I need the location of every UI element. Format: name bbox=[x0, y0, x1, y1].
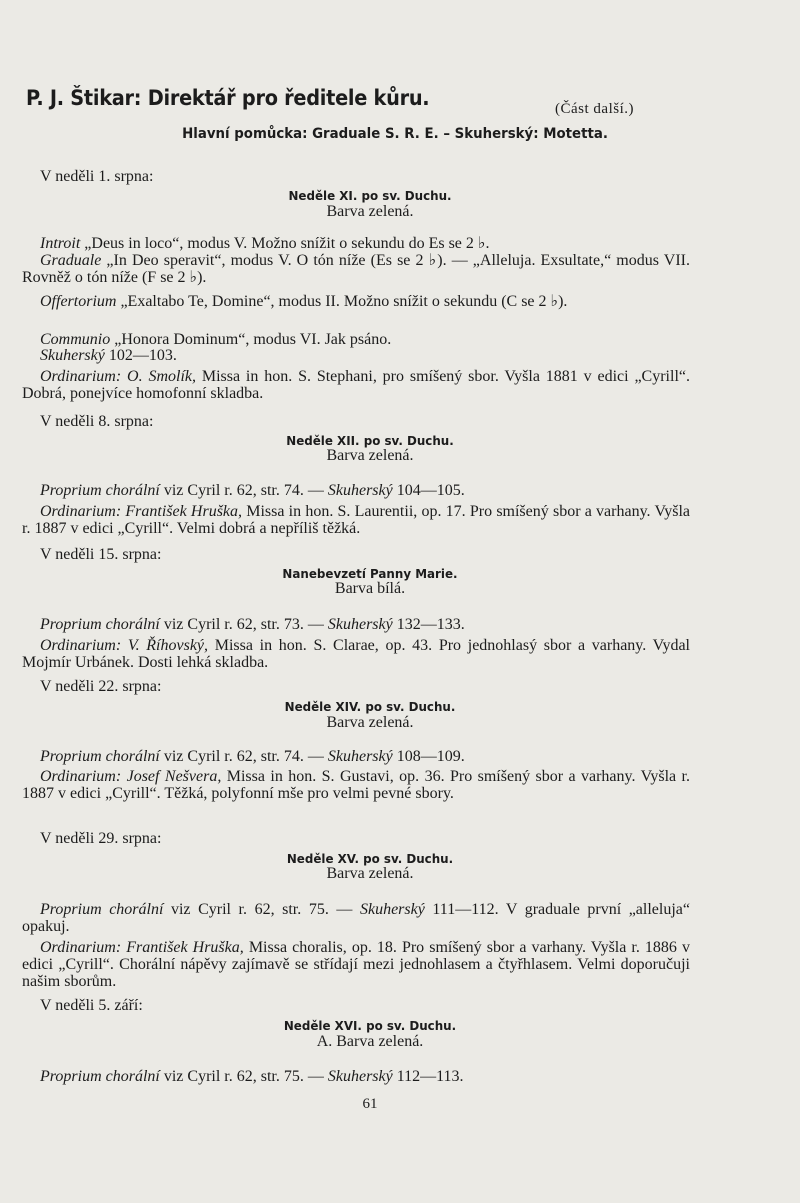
italic-term: Ordinarium: V. Říhovský, bbox=[40, 637, 209, 654]
liturgical-color: Barva zelená. bbox=[326, 865, 414, 882]
article-subtitle: Hlavní pomůcka: Graduale S. R. E. – Skuherský: Motetta. bbox=[182, 126, 608, 142]
italic-term: Skuherský bbox=[40, 347, 105, 364]
sunday-date: V neděli 5. září: bbox=[40, 997, 143, 1014]
italic-term: Offertorium bbox=[40, 293, 117, 310]
sunday-date: V neděli 22. srpna: bbox=[40, 678, 162, 695]
text-run: „Honora Dominum“, modus VI. Jak psáno. bbox=[110, 331, 392, 348]
text-run: „Exaltabo Te, Domine“, modus II. Možno snížit o sekundu (C se 2 ♭). bbox=[116, 293, 568, 310]
paragraph bbox=[22, 1068, 690, 1085]
sunday-date: V neděli 1. srpna: bbox=[40, 168, 154, 185]
sunday-date: V neděli 15. srpna: bbox=[40, 546, 162, 563]
paragraph bbox=[22, 252, 690, 286]
text-run: Missa in hon. S. Gustavi, op. 36. Pro smíšený sbor a varhany. Vyšla r. 1887 v edici „Cyrill“. Těžká, polyfonní mše pro velmi pevné sbory. bbox=[22, 768, 690, 802]
page-number: 61 bbox=[362, 1096, 378, 1112]
paragraph bbox=[22, 482, 690, 499]
text-run: 132—133. bbox=[392, 616, 465, 633]
paragraph bbox=[22, 503, 690, 537]
italic-term: Ordinarium: František Hruška, bbox=[40, 503, 243, 520]
paragraph bbox=[22, 616, 690, 633]
liturgical-color: Barva zelená. bbox=[326, 714, 414, 731]
sunday-date: V neděli 29. srpna: bbox=[40, 830, 162, 847]
text-run: 112—113. bbox=[392, 1068, 464, 1085]
italic-term: Skuherský bbox=[327, 616, 393, 633]
liturgical-color: Barva zelená. bbox=[326, 447, 414, 464]
feast-heading: Neděle XVI. po sv. Duchu. bbox=[283, 1018, 457, 1033]
text-run: 104—105. bbox=[392, 482, 465, 499]
text-run: Missa in hon. S. Laurentii, op. 17. Pro smíšený sbor a varhany. Vyšla r. 1887 v edici „Cyrill“. Velmi dobrá a nepříliš těžká. bbox=[22, 503, 690, 537]
text-run: 102—103. bbox=[104, 347, 177, 364]
paragraph bbox=[22, 939, 690, 990]
italic-term: Skuherský bbox=[327, 1068, 393, 1085]
paragraph bbox=[22, 768, 690, 802]
italic-term: Skuherský bbox=[327, 748, 393, 765]
paragraph bbox=[22, 368, 690, 402]
italic-term: Proprium chorální bbox=[40, 482, 160, 499]
feast-heading: Neděle XIV. po sv. Duchu. bbox=[284, 699, 456, 714]
paragraph bbox=[22, 347, 690, 364]
text-run: viz Cyril r. 62, str. 74. — bbox=[159, 482, 328, 499]
sunday-date: V neděli 8. srpna: bbox=[40, 413, 154, 430]
liturgical-color: Barva bílá. bbox=[334, 580, 406, 597]
text-run: 111—112. V graduale první „alleluja“ opakuj. bbox=[22, 901, 690, 935]
text-run: „Deus in loco“, modus V. Možno snížit o sekundu do Es se 2 ♭. bbox=[80, 235, 490, 252]
paragraph bbox=[22, 293, 690, 310]
text-run: Missa choralis, op. 18. Pro smíšený sbor a varhany. Vyšla r. 1886 v edici „Cyrill“. Chorální nápěvy zajímavě se střídají mezi jednohlasem a čtyřhlasem. Velmi doporučuji našim sborům. bbox=[22, 939, 690, 990]
italic-term: Communio bbox=[40, 331, 111, 348]
feast-heading: Neděle XV. po sv. Duchu. bbox=[286, 851, 454, 866]
text-run: viz Cyril r. 62, str. 75. — bbox=[159, 1068, 328, 1085]
paragraph bbox=[22, 748, 690, 765]
paragraph bbox=[22, 331, 690, 348]
article-title: P. J. Štikar: Direktář pro ředitele kůru. bbox=[26, 86, 430, 110]
italic-term: Proprium chorální bbox=[40, 616, 160, 633]
italic-term: Graduale bbox=[40, 252, 102, 269]
paragraph bbox=[22, 901, 690, 935]
text-run: viz Cyril r. 62, str. 74. — bbox=[159, 748, 328, 765]
liturgical-color: Barva zelená. bbox=[326, 203, 414, 220]
continuation-note: (Část další.) bbox=[555, 101, 634, 117]
italic-term: Ordinarium: O. Smolík, bbox=[40, 368, 196, 385]
feast-heading: Neděle XII. po sv. Duchu. bbox=[286, 433, 454, 448]
italic-term: Proprium chorální bbox=[40, 1068, 160, 1085]
italic-term: Proprium chorální bbox=[40, 901, 164, 918]
italic-term: Introit bbox=[40, 235, 81, 252]
italic-term: Skuherský bbox=[327, 482, 393, 499]
text-run: Missa in hon. S. Stephani, pro smíšený sbor. Vyšla 1881 v edici „Cyrill“. Dobrá, ponejvíce homofonní skladba. bbox=[22, 368, 690, 402]
text-run: viz Cyril r. 62, str. 73. — bbox=[159, 616, 328, 633]
feast-heading: Neděle XI. po sv. Duchu. bbox=[288, 188, 452, 203]
italic-term: Proprium chorální bbox=[40, 748, 160, 765]
text-run: Missa in hon. S. Clarae, op. 43. Pro jednohlasý sbor a varhany. Vydal Mojmír Urbánek. Dosti lehká skladba. bbox=[22, 637, 690, 671]
italic-term: Skuherský bbox=[359, 901, 425, 918]
text-run: „In Deo speravit“, modus V. O tón níže (Es se 2 ♭). — „Alleluja. Exsultate,“ modus VII. Rovněž o tón níže (F se 2 ♭). bbox=[22, 252, 690, 286]
liturgical-color: A. Barva zelená. bbox=[316, 1033, 424, 1050]
italic-term: Ordinarium: František Hruška, bbox=[40, 939, 244, 956]
feast-heading: Nanebevzetí Panny Marie. bbox=[282, 566, 458, 581]
text-run: viz Cyril r. 62, str. 75. — bbox=[163, 901, 360, 918]
text-run: 108—109. bbox=[392, 748, 465, 765]
paragraph bbox=[22, 637, 690, 671]
paragraph bbox=[22, 235, 690, 252]
italic-term: Ordinarium: Josef Nešvera, bbox=[40, 768, 222, 785]
